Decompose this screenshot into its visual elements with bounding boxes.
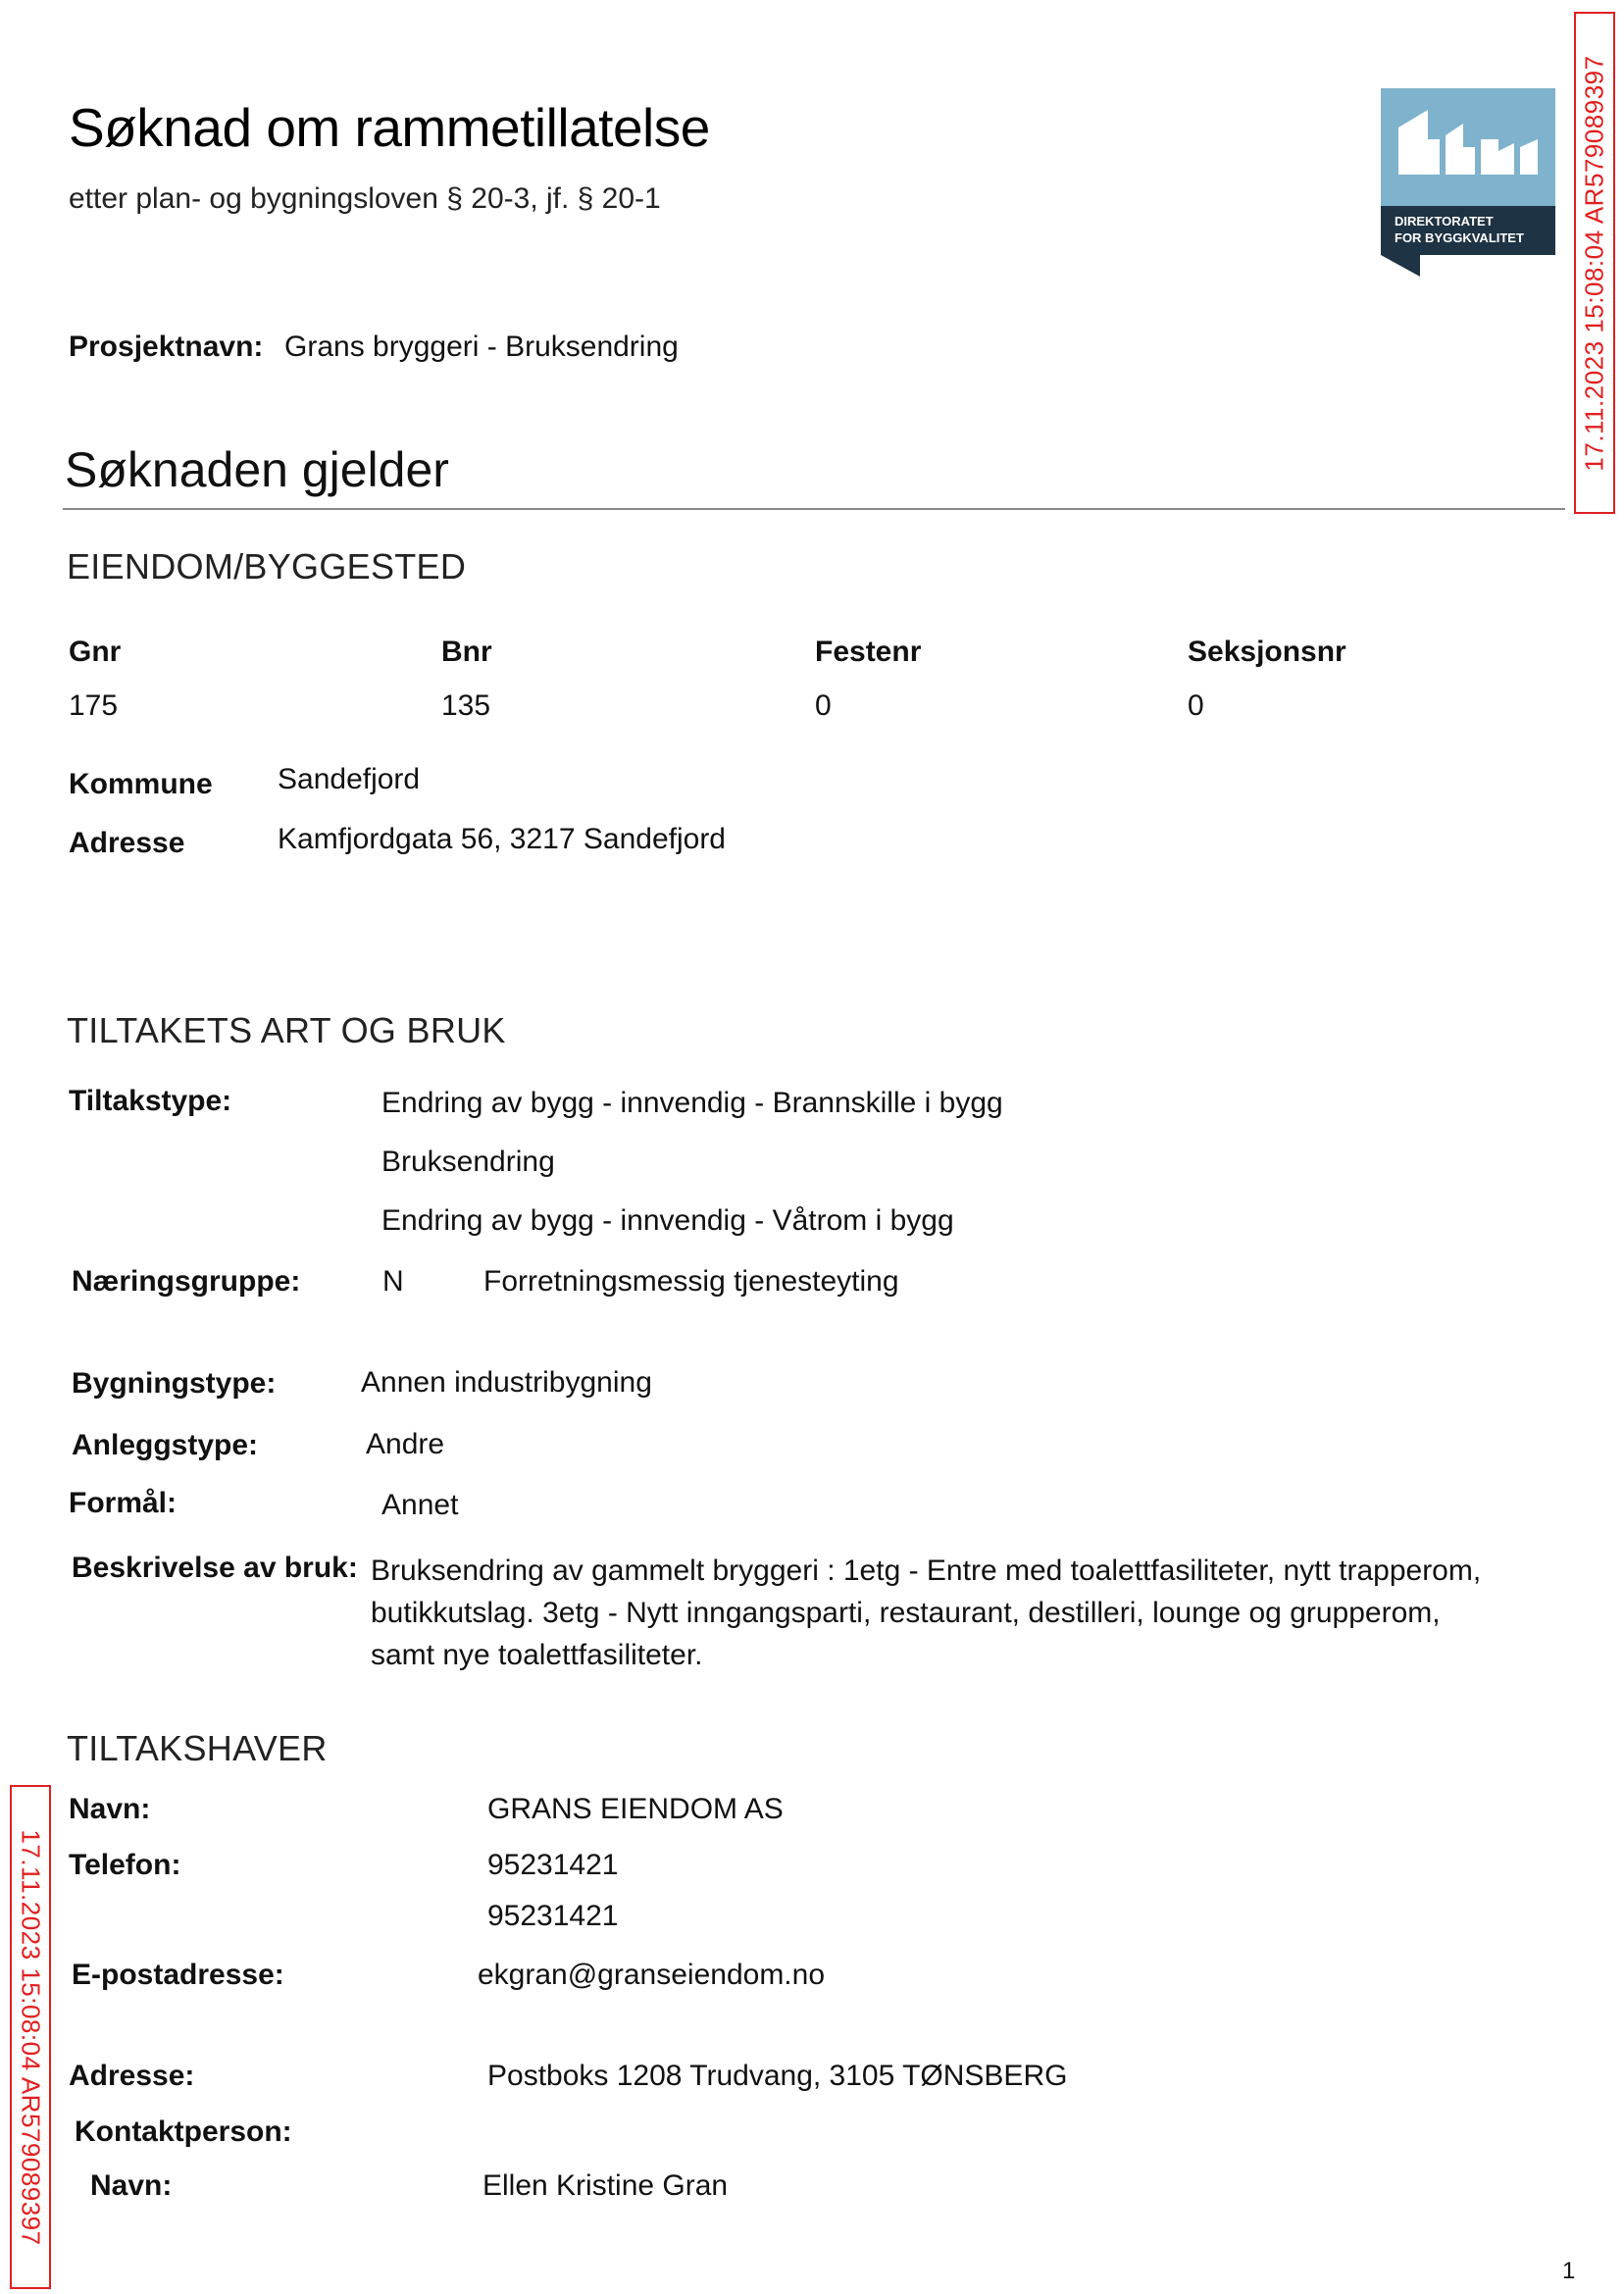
- tiltakshaver-adresse-label: Adresse:: [69, 2060, 195, 2092]
- tiltakstype-value: Bruksendring: [381, 1146, 555, 1178]
- seksjonsnr-value: 0: [1188, 689, 1204, 722]
- beskrivelse-label: Beskrivelse av bruk:: [72, 1552, 358, 1584]
- kontakt-navn-label: Navn:: [90, 2169, 173, 2202]
- project-value: Grans bryggeri - Bruksendring: [284, 331, 679, 363]
- telefon-value: 95231421: [487, 1849, 619, 1881]
- gnr-label: Gnr: [69, 636, 122, 668]
- stamp-text: 17.11.2023 15:08:04 AR579089397: [16, 1828, 46, 2246]
- tiltakstype-label: Tiltakstype:: [69, 1085, 232, 1117]
- adresse-label: Adresse: [69, 827, 185, 859]
- formal-label: Formål:: [69, 1487, 178, 1519]
- tiltakshaver-heading: TILTAKSHAVER: [67, 1728, 328, 1768]
- seksjonsnr-label: Seksjonsnr: [1188, 636, 1346, 668]
- anleggstype-value: Andre: [366, 1428, 445, 1460]
- festenr-label: Festenr: [815, 636, 922, 668]
- bygningstype-label: Bygningstype:: [72, 1367, 277, 1400]
- naeringsgruppe-code: N: [382, 1265, 404, 1298]
- dibk-logo: [1381, 88, 1555, 277]
- logo-text-line1: DIREKTORATET: [1395, 214, 1494, 229]
- anleggstype-label: Anleggstype:: [72, 1429, 259, 1461]
- section-divider: [63, 508, 1565, 510]
- logo-text-line2: FOR BYGGKVALITET: [1395, 230, 1524, 245]
- telefon-value: 95231421: [487, 1900, 619, 1932]
- naeringsgruppe-label: Næringsgruppe:: [72, 1265, 301, 1298]
- tiltak-heading: TILTAKETS ART OG BRUK: [67, 1010, 506, 1050]
- stamp-text: 17.11.2023 15:08:04 AR579089397: [1579, 54, 1609, 472]
- beskrivelse-line: butikkutslag. 3etg - Nytt inngangsparti, restaurant, destilleri, lounge og grupperom,: [371, 1597, 1441, 1629]
- adresse-value: Kamfjordgata 56, 3217 Sandefjord: [278, 823, 726, 855]
- eiendom-heading: EIENDOM/BYGGESTED: [67, 546, 467, 586]
- tiltakshaver-adresse-value: Postboks 1208 Trudvang, 3105 TØNSBERG: [487, 2060, 1068, 2092]
- tiltakstype-value: Endring av bygg - innvendig - Våtrom i bygg: [381, 1204, 954, 1237]
- gnr-value: 175: [69, 689, 119, 722]
- project-label: Prosjektnavn:: [69, 331, 264, 363]
- beskrivelse-text: [371, 1550, 1548, 1676]
- epost-value: ekgran@granseiendom.no: [478, 1959, 826, 1991]
- bnr-label: Bnr: [441, 636, 492, 668]
- festenr-value: 0: [815, 689, 832, 722]
- page-subtitle: etter plan- og bygningsloven § 20-3, jf. § 20-1: [69, 182, 661, 215]
- stamp-top-right: [1574, 12, 1615, 514]
- section-heading: Søknaden gjelder: [65, 442, 449, 497]
- beskrivelse-line: samt nye toalettfasiliteter.: [371, 1639, 703, 1671]
- stamp-left: [10, 1785, 51, 2289]
- kommune-label: Kommune: [69, 768, 213, 800]
- page-title: Søknad om rammetillatelse: [69, 97, 710, 158]
- formal-value: Annet: [381, 1489, 459, 1521]
- navn-value: GRANS EIENDOM AS: [487, 1793, 784, 1825]
- navn-label: Navn:: [69, 1793, 151, 1825]
- kontakt-navn-value: Ellen Kristine Gran: [482, 2169, 729, 2202]
- beskrivelse-line: Bruksendring av gammelt bryggeri : 1etg - Entre med toalettfasiliteter, nytt trapperom,: [371, 1555, 1482, 1587]
- naeringsgruppe-value: Forretningsmessig tjenesteyting: [483, 1265, 899, 1298]
- page-number: 1: [1562, 2258, 1576, 2284]
- kommune-value: Sandefjord: [278, 763, 421, 795]
- kontaktperson-label: Kontaktperson:: [75, 2116, 292, 2148]
- epost-label: E-postadresse:: [72, 1959, 284, 1991]
- bnr-value: 135: [441, 689, 491, 722]
- tiltakstype-value: Endring av bygg - innvendig - Brannskille i bygg: [381, 1087, 1003, 1119]
- telefon-label: Telefon:: [69, 1849, 181, 1881]
- bygningstype-value: Annen industribygning: [361, 1366, 652, 1399]
